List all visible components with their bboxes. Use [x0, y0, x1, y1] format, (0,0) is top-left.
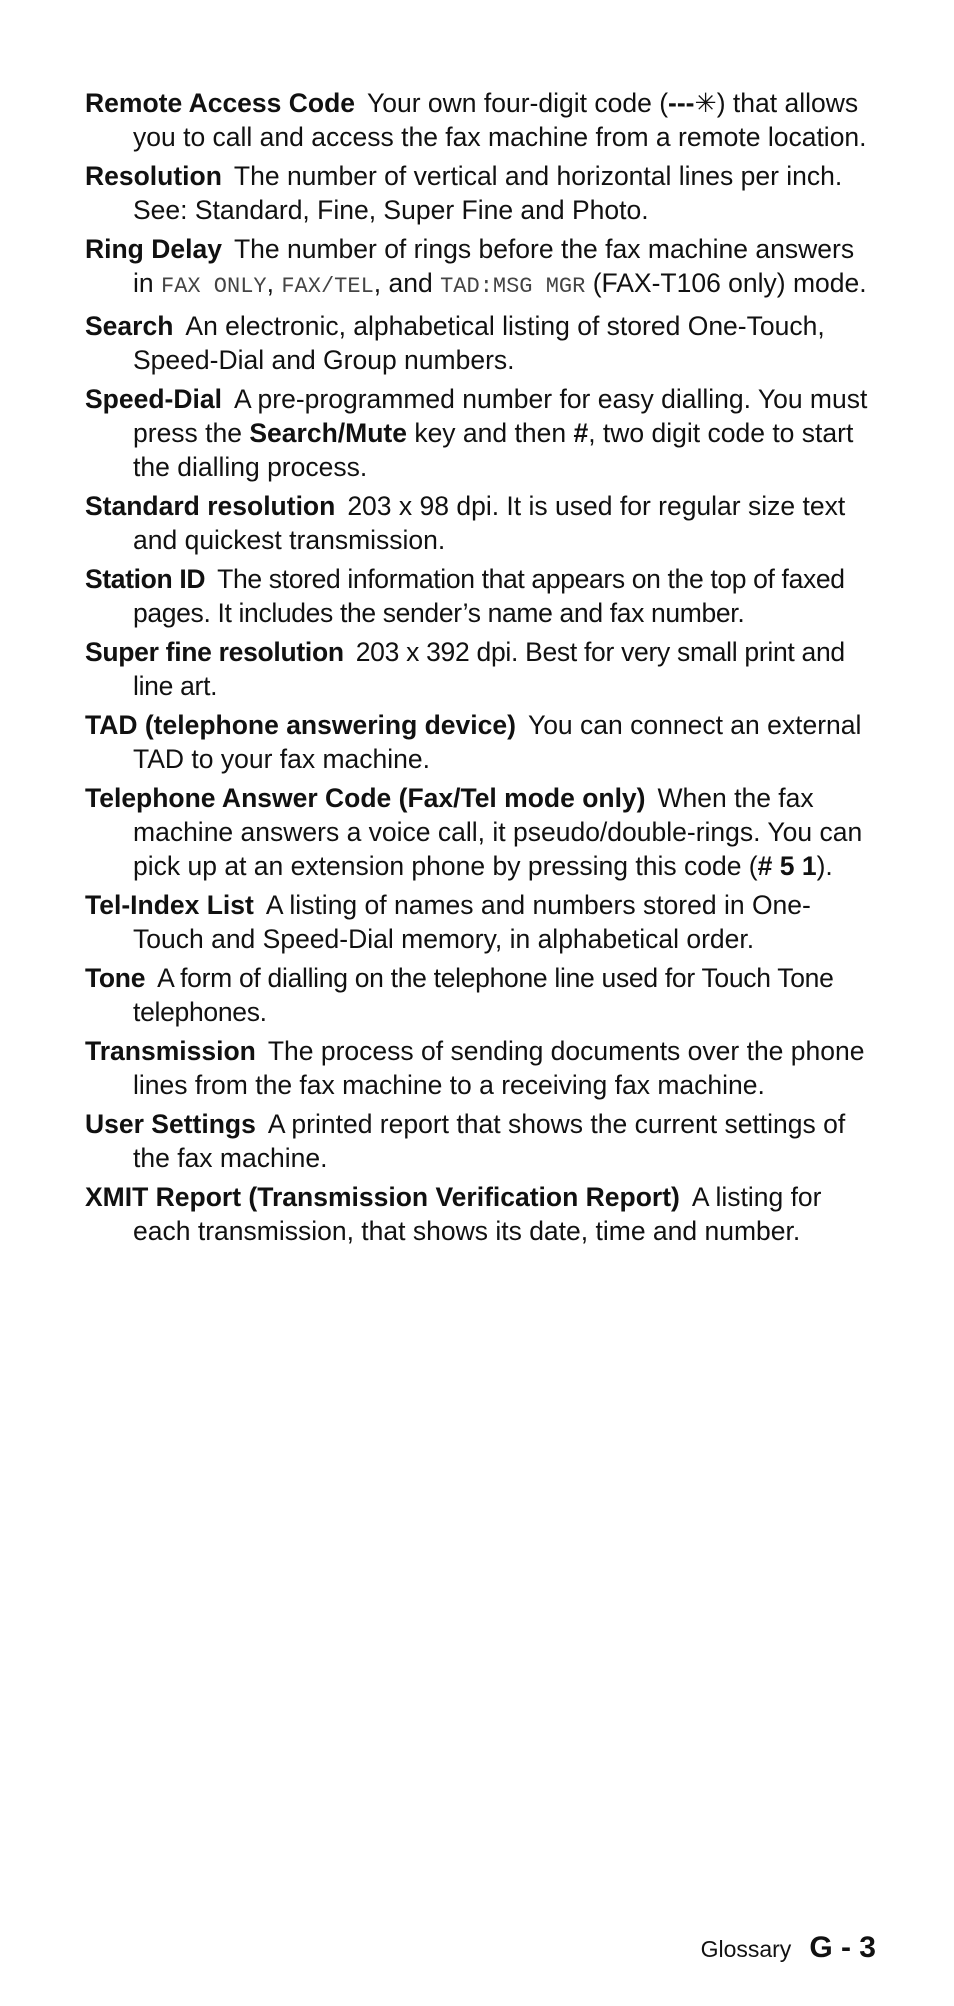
key-hash: #	[573, 418, 589, 448]
glossary-list	[85, 86, 880, 1253]
entry-term: Search	[85, 311, 174, 341]
entry-definition: The process of sending documents over the phone lines from the fax machine to a receiving fax machine.	[133, 1036, 865, 1100]
mode-fax-only: FAX ONLY	[161, 274, 267, 299]
separator: ,	[266, 268, 282, 298]
entry-term: Transmission	[85, 1036, 256, 1066]
glossary-entry-user-settings	[85, 1107, 880, 1175]
entry-definition: A listing of names and numbers stored in One-Touch and Speed-Dial memory, in alphabetical order.	[133, 890, 811, 954]
entry-definition: A listing for each transmission, that shows its date, time and number.	[133, 1182, 822, 1246]
glossary-entry-standard-resolution	[85, 489, 880, 557]
glossary-entry-speed-dial	[85, 382, 880, 484]
entry-definition-cont: (FAX-T106 only) mode.	[585, 268, 867, 298]
code-hash-5-1: # 5 1	[757, 851, 817, 881]
entry-term: Super fine resolution	[85, 637, 344, 667]
key-search-mute: Search/Mute	[249, 418, 407, 448]
entry-definition: The number of rings before the fax machine answers in	[133, 234, 855, 298]
glossary-entry-resolution	[85, 159, 880, 227]
entry-definition: You can connect an external TAD to your fax machine.	[133, 710, 862, 774]
entry-term: Standard resolution	[85, 491, 336, 521]
entry-term: Tel-Index List	[85, 890, 254, 920]
glossary-entry-xmit-report	[85, 1180, 880, 1248]
entry-definition: An electronic, alphabetical listing of stored One-Touch, Speed-Dial and Group numbers.	[133, 311, 825, 375]
entry-term: Telephone Answer Code (Fax/Tel mode only)	[85, 783, 646, 813]
glossary-entry-remote-access-code	[85, 86, 880, 154]
glossary-entry-transmission	[85, 1034, 880, 1102]
entry-definition: Your own four-digit code (	[367, 88, 669, 118]
glossary-entry-search	[85, 309, 880, 377]
entry-definition: 203 x 392 dpi. Best for very small print and line art.	[133, 637, 845, 701]
entry-definition: The stored information that appears on the top of faxed pages. It includes the sender’s name and fax number.	[133, 564, 845, 628]
page-footer	[701, 1931, 876, 1965]
entry-definition-cont: ) that allows you to call and access the fax machine from a remote location.	[133, 88, 867, 152]
separator: , and	[373, 268, 441, 298]
entry-term: Station ID	[85, 564, 206, 594]
glossary-entry-tone	[85, 961, 880, 1029]
entry-term: Speed-Dial	[85, 384, 222, 414]
footer-section-label: Glossary	[700, 1936, 792, 1962]
entry-definition: A form of dialling on the telephone line used for Touch Tone telephones.	[133, 963, 834, 1027]
glossary-entry-tel-index-list	[85, 888, 880, 956]
entry-term: Tone	[85, 963, 146, 993]
entry-term: Remote Access Code	[85, 88, 356, 118]
entry-definition: A printed report that shows the current settings of the fax machine.	[133, 1109, 846, 1173]
glossary-entry-super-fine-resolution	[85, 635, 880, 703]
entry-definition-cont: ).	[816, 851, 833, 881]
entry-term: Resolution	[85, 161, 222, 191]
entry-definition-cont: key and then	[406, 418, 574, 448]
entry-definition: When the fax machine answers a voice call, it pseudo/double-rings. You can pick up at an extension phone by pressing this code (	[133, 783, 863, 881]
entry-term: Ring Delay	[85, 234, 222, 264]
mode-tad-msg-mgr: TAD:MSG MGR	[440, 274, 586, 299]
glossary-entry-telephone-answer-code	[85, 781, 880, 883]
entry-term: XMIT Report (Transmission Verification Report)	[85, 1182, 680, 1212]
star-icon: ✳	[694, 88, 717, 118]
entry-definition: 203 x 98 dpi. It is used for regular size text and quickest transmission.	[133, 491, 846, 555]
glossary-entry-ring-delay	[85, 232, 880, 304]
entry-definition: A pre-programmed number for easy dialling. You must press the	[133, 384, 868, 448]
entry-term: User Settings	[85, 1109, 256, 1139]
glossary-entry-station-id	[85, 562, 880, 630]
mode-fax-tel: FAX/TEL	[281, 274, 374, 299]
code-dashes: ---	[668, 88, 695, 118]
page-number: G - 3	[809, 1931, 876, 1964]
entry-definition-cont: , two digit code to start the dialling process.	[133, 418, 854, 482]
entry-definition: The number of vertical and horizontal lines per inch. See: Standard, Fine, Super Fine and Photo.	[133, 161, 843, 225]
glossary-entry-tad	[85, 708, 880, 776]
entry-term: TAD (telephone answering device)	[85, 710, 516, 740]
